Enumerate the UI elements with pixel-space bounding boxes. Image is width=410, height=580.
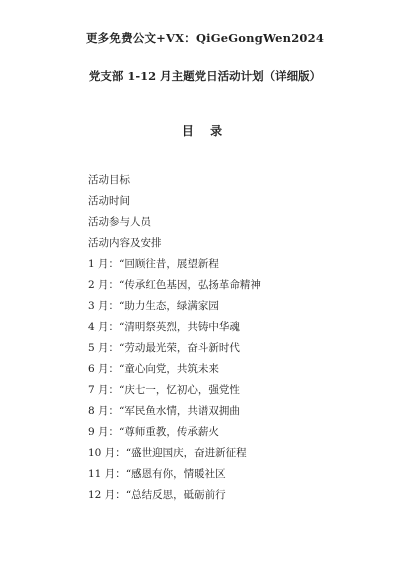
toc-month-theme: “庆七一，忆初心，强党性 (119, 384, 240, 396)
toc-month-label: 5 月： (88, 342, 120, 354)
toc-month-theme: “劳动最光荣，奋斗新时代 (119, 342, 240, 354)
toc-item-month-3 (88, 296, 261, 317)
toc-month-theme: “尊师重教，传承薪火 (119, 426, 219, 438)
toc-month-label: 2 月： (88, 279, 120, 291)
toc-month-label: 7 月： (88, 384, 120, 396)
promo-header: 更多免费公文+VX：QiGeGongWen2024 (85, 31, 325, 45)
toc-item-month-7 (88, 380, 261, 401)
toc-month-theme: “感恩有你，情暖社区 (125, 468, 226, 480)
toc-month-label: 9 月： (88, 426, 120, 438)
toc-item-month-10 (88, 443, 261, 464)
toc-month-label: 8 月： (88, 405, 120, 417)
toc-month-theme: “清明祭英烈，共铸中华魂 (119, 321, 240, 333)
toc-month-theme: “军民鱼水情，共谱双拥曲 (119, 405, 240, 417)
toc-month-label: 10 月： (88, 447, 126, 459)
toc-item-month-12 (88, 485, 261, 506)
toc-item-content-arrangement: 活动内容及安排 (88, 237, 162, 249)
toc-item-month-11 (88, 464, 261, 485)
toc-item-activity-goals: 活动目标 (88, 174, 130, 186)
toc-item-month-9 (88, 422, 261, 443)
toc-item-month-4 (88, 317, 261, 338)
toc-month-label: 1 月： (88, 258, 120, 270)
toc-item-participants: 活动参与人员 (88, 216, 151, 228)
toc-month-label: 4 月： (88, 321, 120, 333)
toc-month-theme: “盛世迎国庆，奋进新征程 (125, 447, 247, 459)
toc-item-month-8 (88, 401, 261, 422)
toc-item-month-5 (88, 338, 261, 359)
toc-item-month-6 (88, 359, 261, 380)
document-title: 党支部 1-12 月主题党日活动计划（详细版） (88, 69, 322, 83)
toc-month-theme: “童心向党，共筑未来 (119, 363, 219, 375)
toc-month-label: 11 月： (88, 468, 126, 480)
toc-month-theme: “助力生态，绿满家园 (119, 300, 219, 312)
toc-month-label: 6 月： (88, 363, 120, 375)
toc-month-theme: “总结反思，砥砺前行 (125, 489, 226, 501)
toc-item-month-2 (88, 275, 261, 296)
toc-month-theme: “传承红色基因，弘扬革命精神 (119, 279, 261, 291)
toc-month-theme: “回顾往昔，展望新程 (119, 258, 219, 270)
toc-heading: 目 录 (181, 124, 229, 138)
toc-month-label: 12 月： (88, 489, 126, 501)
toc-item-month-1 (88, 254, 261, 275)
toc-item-activity-time: 活动时间 (88, 195, 130, 207)
toc-month-label: 3 月： (88, 300, 120, 312)
table-of-contents (88, 170, 261, 506)
